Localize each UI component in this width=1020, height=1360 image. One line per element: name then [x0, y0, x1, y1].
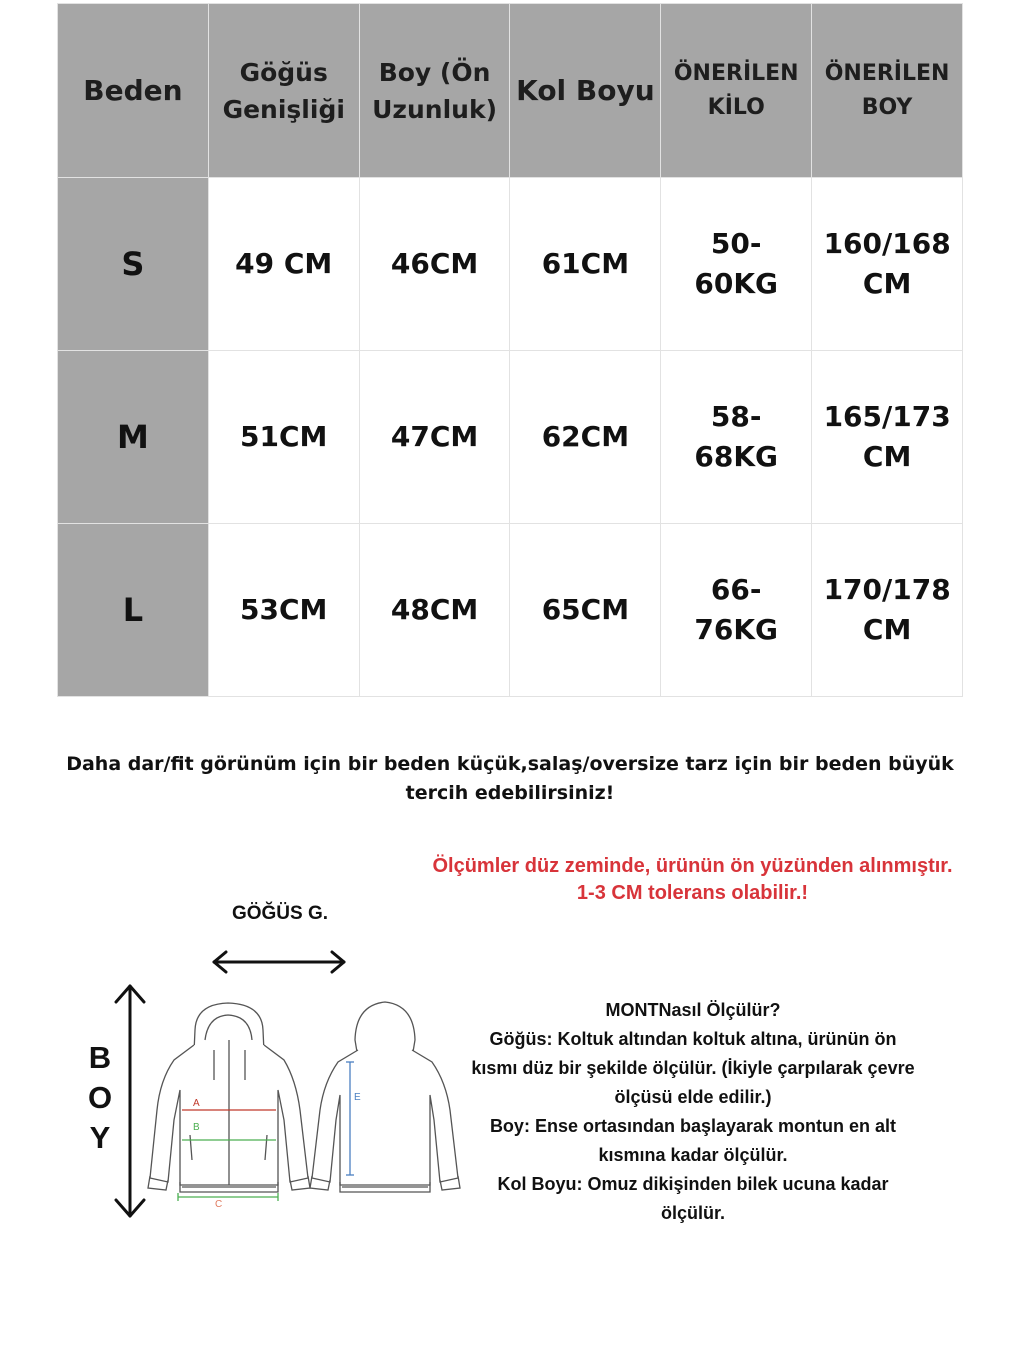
chest-arrow-icon: [214, 952, 344, 972]
marker-e: E: [354, 1092, 361, 1103]
length-arrow-icon: [116, 986, 144, 1216]
sleeve-cell: 65CM: [510, 524, 661, 697]
measurement-instructions: [468, 996, 918, 1228]
boy-letter-y: Y: [89, 1120, 111, 1155]
length-cell: 46CM: [359, 178, 510, 351]
weight-value: 58-68KG: [694, 400, 779, 473]
header-height: ÖNERİLEN BOY: [812, 4, 963, 178]
marker-b: B: [193, 1122, 200, 1133]
boy-letter-o: O: [87, 1080, 113, 1115]
chest-width-label: GÖĞÜS G.: [231, 903, 329, 924]
header-sleeve: Kol Boyu: [510, 4, 661, 178]
instructions-sleeve: Kol Boyu: Omuz dikişinden bilek ucuna kadar ölçülür.: [497, 1174, 889, 1223]
chest-cell: 53CM: [208, 524, 359, 697]
warning-line-1: Ölçümler düz zeminde, ürünün ön yüzünden alınmıştır.: [432, 855, 953, 877]
size-cell: S: [58, 178, 209, 351]
hoodie-front-icon: [148, 1003, 310, 1201]
fit-advice-text: Daha dar/fit görünüm için bir beden küçük,salaş/oversize tarz için bir beden büyük tercih edebilirsiniz!: [66, 753, 954, 804]
length-cell: 48CM: [359, 524, 510, 697]
sleeve-cell: 62CM: [510, 351, 661, 524]
weight-value: 50-60KG: [694, 227, 779, 300]
height-value: 160/168 CM: [823, 227, 951, 300]
size-cell: L: [58, 524, 209, 697]
sleeve-cell: 61CM: [510, 178, 661, 351]
header-length: Boy (Ön Uzunluk): [359, 4, 510, 178]
instructions-chest: Göğüs: Koltuk altından koltuk altına, ürünün ön kısmı düz bir şekilde ölçülür. (İkiyle çarpılarak çevre ölçüsü elde edilir.): [471, 1029, 915, 1107]
hoodie-back-icon: [310, 1002, 460, 1192]
weight-value: 66-76KG: [694, 573, 779, 646]
length-cell: 47CM: [359, 351, 510, 524]
chest-cell: 49 CM: [208, 178, 359, 351]
height-value: 170/178 CM: [823, 573, 951, 646]
header-weight: ÖNERİLEN KİLO: [661, 4, 812, 178]
instructions-length: Boy: Ense ortasından başlayarak montun en alt kısmına kadar ölçülür.: [489, 1116, 897, 1165]
instructions-title: MONTNasıl Ölçülür?: [605, 1000, 781, 1020]
marker-a: A: [193, 1098, 200, 1109]
marker-c: C: [215, 1199, 223, 1210]
size-cell: M: [58, 351, 209, 524]
height-value: 165/173 CM: [823, 400, 951, 473]
header-beden: Beden: [58, 4, 209, 178]
warning-line-2: 1-3 CM tolerans olabilir.!: [576, 882, 809, 904]
chest-cell: 51CM: [208, 351, 359, 524]
header-chest: Göğüs Genişliği: [208, 4, 359, 178]
boy-letter-b: B: [88, 1040, 112, 1075]
